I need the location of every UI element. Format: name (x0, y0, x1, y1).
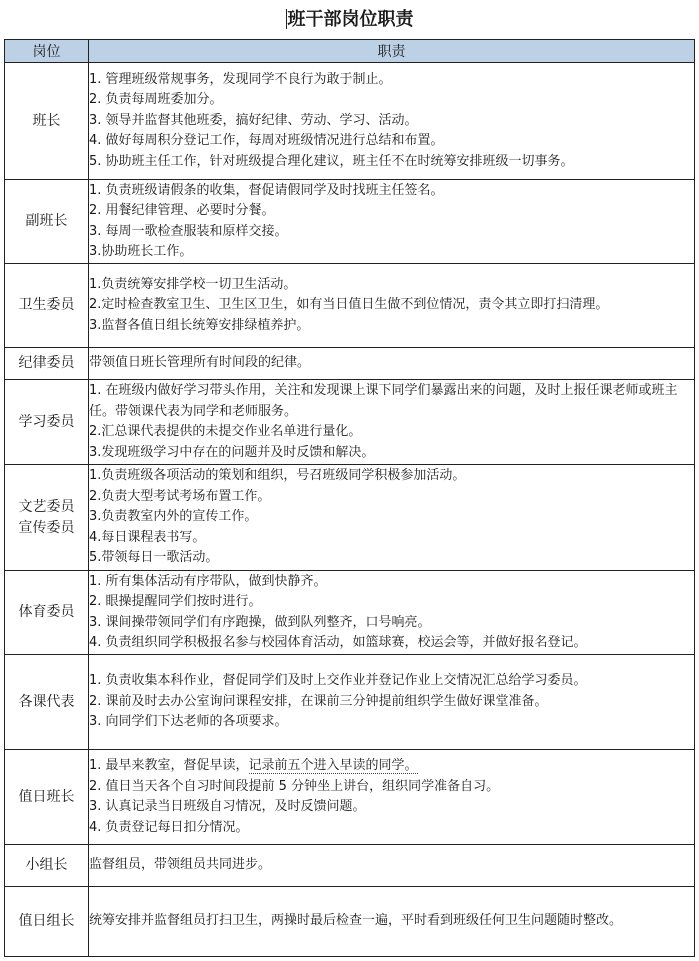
position-cell: 各课代表 (5, 655, 89, 750)
duties-cell: 1. 负责班级请假条的收集，督促请假同学及时找班主任签名。 2. 用餐纪律管理、必要时分餐。 3. 每周一歌检查服装和原样交接。 3.协助班长工作。 (89, 180, 695, 264)
table-row (5, 887, 695, 957)
duties-cell: 1.负责统筹安排学校一切卫生活动。 2.定时检查教室卫生、卫生区卫生，如有当日值日生做不到位情况，责令其立即打扫清理。 3.监督各值日组长统筹安排绿植养护。 (89, 264, 695, 348)
text-cursor (286, 9, 287, 29)
duties-cell: 1.负责班级各项活动的策划和组织，号召班级同学积极参加活动。 2.负责大型考试考场布置工作。 3.负责教室内外的宣传工作。 4.每日课程表书写。 5.带领每日一歌活动。 (89, 465, 695, 571)
position-cell: 体育委员 (5, 571, 89, 655)
duties-cell: 带领值日班长管理所有时间段的纪律。 (89, 348, 695, 380)
table-row (5, 571, 695, 655)
underlined-text: 记录前五个进入早读的同学。 (248, 758, 418, 773)
table-header-row (5, 40, 695, 63)
header-duties: 职责 (89, 40, 695, 63)
table-row (5, 264, 695, 348)
table-row (5, 63, 695, 180)
position-cell: 班长 (5, 63, 89, 180)
title-text: 班干部岗位职责 (287, 9, 414, 30)
header-position: 岗位 (5, 40, 89, 63)
table-row (5, 655, 695, 750)
duties-cell: 统筹安排并监督组员打扫卫生，两操时最后检查一遍，平时看到班级任何卫生问题随时整改。 (89, 887, 695, 957)
duties-cell: 1. 管理班级常规事务，发现同学不良行为敢于制止。 2. 负责每周班委加分。 3. 领导并监督其他班委，搞好纪律、劳动、学习、活动。 4. 做好每周积分登记工作，每周对班级情况进行总结和布置。 5. 协助班主任工作，针对班级提合理化建议，班主任不在时统筹安排班级一切事务。 (89, 63, 695, 180)
table-row (5, 380, 695, 465)
position-cell: 纪律委员 (5, 348, 89, 380)
table-row (5, 845, 695, 887)
position-cell: 文艺委员 宣传委员 (5, 465, 89, 571)
table-row (5, 465, 695, 571)
position-cell: 值日班长 (5, 750, 89, 845)
duties-cell: 1. 最早来教室，督促早读，记录前五个进入早读的同学。 2. 值日当天各个自习时间段提前 5 分钟坐上讲台，组织同学准备自习。 3. 认真记录当日班级自习情况，及时反馈问题。 4. 负责登记每日扣分情况。 (89, 750, 695, 845)
position-cell: 副班长 (5, 180, 89, 264)
duties-cell: 1. 负责收集本科作业，督促同学们及时上交作业并登记作业上交情况汇总给学习委员。 2. 课前及时去办公室询问课程安排，在课前三分钟提前组织学生做好课堂准备。 3. 向同学们下达老师的各项要求。 (89, 655, 695, 750)
position-cell: 学习委员 (5, 380, 89, 465)
position-cell: 值日组长 (5, 887, 89, 957)
duties-cell: 1. 在班级内做好学习带头作用，关注和发现课上课下同学们暴露出来的问题，及时上报任课老师或班主任。带领课代表为同学和老师服务。 2.汇总课代表提供的未提交作业名单进行量化。 3.发现班级学习中存在的问题并及时反馈和解决。 (89, 380, 695, 465)
table-row (5, 348, 695, 380)
position-cell: 卫生委员 (5, 264, 89, 348)
duty-table (4, 39, 695, 957)
position-cell: 小组长 (5, 845, 89, 887)
duties-cell: 监督组员，带领组员共同进步。 (89, 845, 695, 887)
table-row (5, 750, 695, 845)
duties-cell: 1. 所有集体活动有序带队，做到快静齐。 2. 眼操提醒同学们按时进行。 3. 课间操带领同学们有序跑操，做到队列整齐，口号响亮。 4. 负责组织同学积极报名参与校园体育活动，如篮球赛，校运会等，并做好报名登记。 (89, 571, 695, 655)
table-row (5, 180, 695, 264)
page-title (0, 4, 699, 36)
